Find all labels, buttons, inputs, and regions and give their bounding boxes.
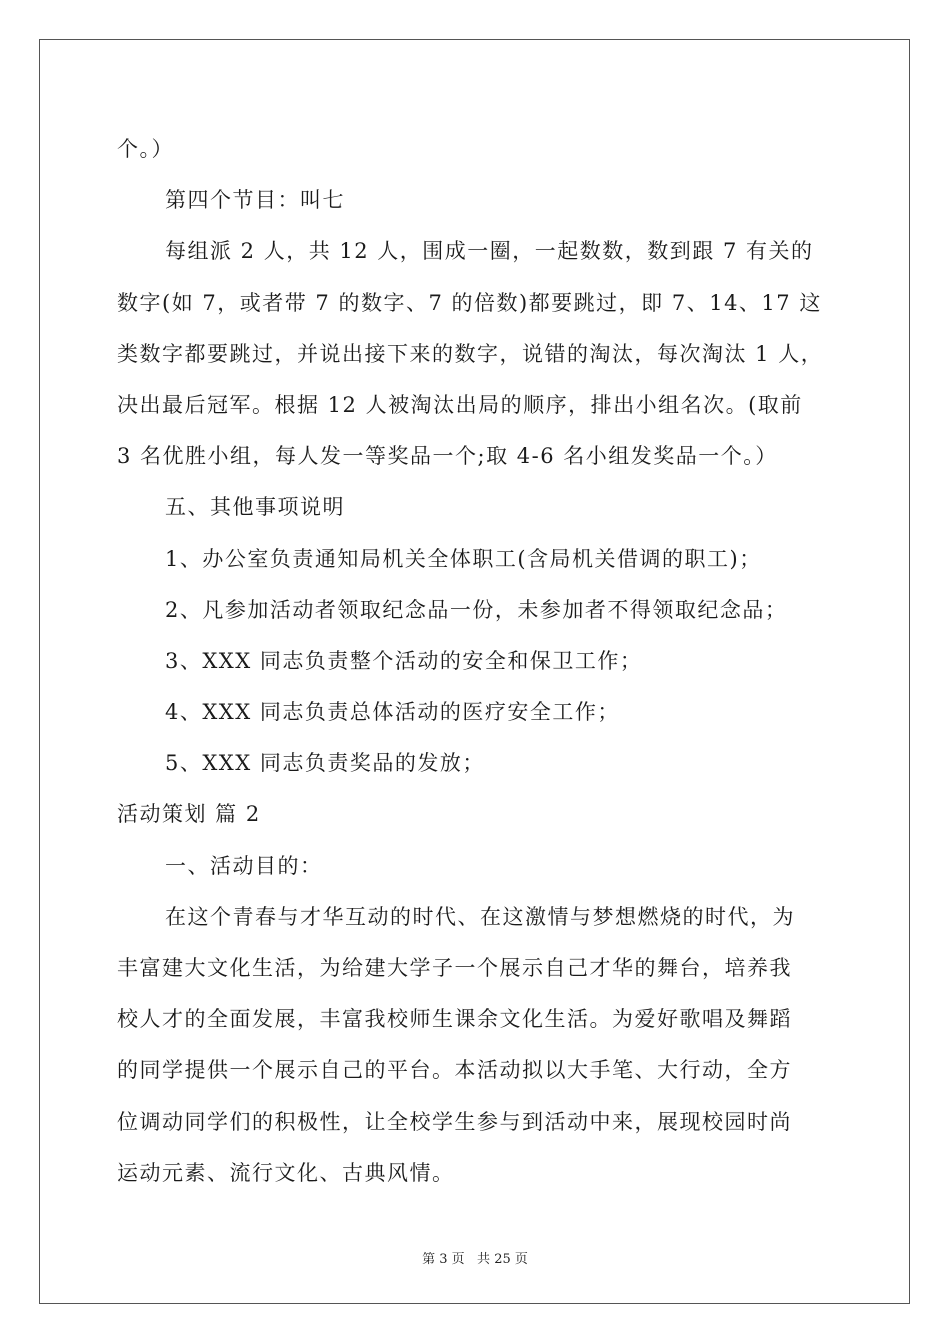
text-line: 决出最后冠军。根据 12 人被淘汰出局的顺序，排出小组名次。(取前	[117, 392, 803, 417]
list-item: 3、XXX 同志负责整个活动的安全和保卫工作；	[165, 648, 643, 673]
text-line: 每组派 2 人，共 12 人，围成一圈，一起数数，数到跟 7 有关的	[165, 239, 814, 264]
page-number-footer: 第 3 页 共 25 页	[422, 1252, 528, 1267]
list-item: 1、办公室负责通知局机关全体职工(含局机关借调的职工)；	[165, 546, 762, 571]
text-line: 类数字都要跳过，并说出接下来的数字，说错的淘汰，每次淘汰 1 人，	[117, 341, 824, 366]
list-item: 5、XXX 同志负责奖品的发放；	[165, 751, 485, 776]
text-line: 运动元素、流行文化、古典风情。	[117, 1160, 455, 1185]
text-line: 校人才的全面发展，丰富我校师生课余文化生活。为爱好歌唱及舞蹈	[117, 1007, 792, 1032]
text-line: 丰富建大文化生活，为给建大学子一个展示自己才华的舞台，培养我	[117, 956, 792, 980]
text-line: 3 名优胜小组，每人发一等奖品一个;取 4-6 名小组发奖品一个。）	[117, 444, 778, 469]
document-body	[117, 124, 833, 1199]
text-line: 位调动同学们的积极性，让全校学生参与到活动中来，展现校园时尚	[117, 1109, 792, 1134]
section-heading: 一、活动目的：	[165, 853, 323, 878]
text-line: 数字(如 7，或者带 7 的数字、7 的倍数)都要跳过，即 7、14、17 这	[117, 290, 822, 315]
list-item: 2、凡参加活动者领取纪念品一份，未参加者不得领取纪念品；	[165, 597, 788, 622]
text-line: 的同学提供一个展示自己的平台。本活动拟以大手笔、大行动，全方	[117, 1058, 792, 1083]
section-heading: 五、其他事项说明	[165, 495, 345, 520]
text-line: 个。）	[117, 137, 174, 161]
article-title: 活动策划 篇 2	[117, 802, 261, 827]
list-item: 4、XXX 同志负责总体活动的医疗安全工作；	[165, 700, 620, 725]
section-heading: 第四个节目：叫七	[165, 188, 345, 213]
text-line: 在这个青春与才华互动的时代、在这激情与梦想燃烧的时代，为	[165, 904, 795, 929]
